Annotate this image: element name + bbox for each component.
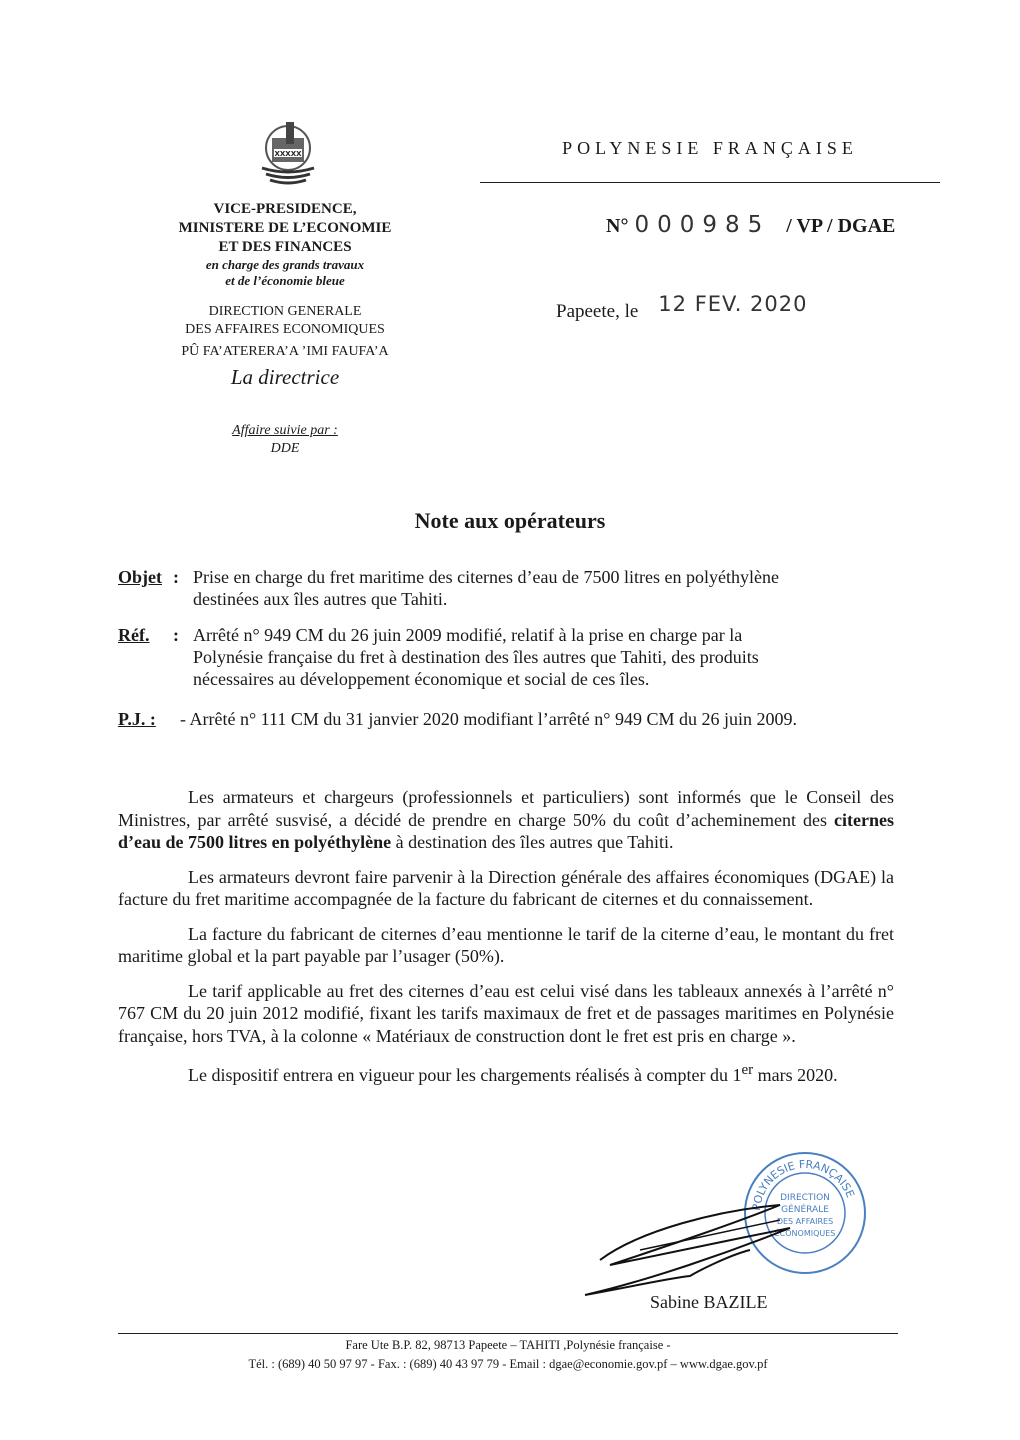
- affaire-block: [200, 422, 370, 458]
- footer-address: Fare Ute B.P. 82, 98713 Papeete – TAHITI ,Polynésie française -: [345, 1338, 671, 1352]
- pj-row: [118, 708, 908, 732]
- p1-text-b: à destination des îles autres que Tahiti.: [391, 832, 674, 852]
- directrice-label: La directrice: [230, 365, 340, 389]
- pj-key: P.J. :: [118, 709, 156, 729]
- date-stamp: 12 FEV. 2020: [658, 292, 808, 316]
- country-title: POLYNESIE FRANÇAISE: [562, 138, 858, 158]
- charge-line-2: et de l’économie bleue: [225, 273, 345, 288]
- footer-divider: [118, 1333, 898, 1334]
- charge-line-1: en charge des grands travaux: [205, 257, 365, 272]
- pj-line-1: - Arrêté n° 111 CM du 31 janvier 2020 modifiant l’arrêté n° 949 CM du 26 juin 2009.: [180, 709, 797, 729]
- ref-row: [118, 624, 898, 694]
- objet-key: Objet: [118, 567, 162, 587]
- affaire-value: DDE: [270, 441, 300, 456]
- paragraph-2: Les armateurs devront faire parvenir à la Direction générale des affaires économiques (DGAE) la facture du fret maritime accompagnée de la facture du fabricant de citernes et du connaissement.: [118, 866, 894, 909]
- paragraph-5: [118, 1059, 894, 1087]
- p1-text-a: Les armateurs et chargeurs (professionnels et particuliers) sont informés que le Conseil des Ministres, par arrêté susvisé, a décidé de prendre en charge 50% du coût d’acheminement des: [118, 787, 894, 830]
- p5-text-a: Le dispositif entrera en vigueur pour les chargements réalisés à compter du 1: [188, 1065, 742, 1085]
- stamp-line-4: ÉCONOMIQUES: [774, 1229, 836, 1238]
- ministry-line-2: MINISTERE DE L’ECONOMIE: [178, 220, 392, 236]
- objet-colon: :: [173, 567, 179, 587]
- place-date: [556, 292, 808, 323]
- stamp-line-1: DIRECTION: [780, 1193, 830, 1203]
- number-prefix: N°: [606, 215, 629, 237]
- ref-colon: :: [173, 625, 179, 645]
- stamp-line-3: DES AFFAIRES: [776, 1217, 834, 1226]
- stamp-line-2: GÉNÉRALE: [781, 1205, 829, 1215]
- direction-line-2: DES AFFAIRES ECONOMIQUES: [185, 322, 385, 337]
- ref-line-3: nécessaires au développement économique et social de ces îles.: [193, 669, 650, 689]
- paragraph-3: La facture du fabricant de citernes d’eau mentionne le tarif de la citerne d’eau, le montant du fret maritime global et la part payable par l’usager (50%).: [118, 923, 894, 966]
- paragraph-4: Le tarif applicable au fret des citernes d’eau est celui visé dans les tableaux annexés à l’arrêté n° 767 CM du 20 juin 2012 modifié, fixant les tarifs maximaux de fret et de passages maritimes en Polynésie française, hors TVA, à la colonne « Matériaux de construction dont le fret est pris en charge ».: [118, 980, 894, 1046]
- stamp-ring-text: POLYNESIE FRANÇAISE: [749, 1157, 857, 1212]
- place-label: Papeete, le: [556, 301, 639, 322]
- ref-value: [193, 624, 893, 690]
- paragraph-1: [118, 786, 894, 854]
- p5-sup: er: [741, 1062, 754, 1078]
- ministry-line-1: VICE-PRESIDENCE,: [213, 201, 357, 217]
- objet-line-1: Prise en charge du fret maritime des citernes d’eau de 7500 litres en polyéthylène: [193, 567, 779, 587]
- ref-line-1: Arrêté n° 949 CM du 26 juin 2009 modifié, relatif à la prise en charge par la: [193, 625, 743, 645]
- svg-text:XXXXX: XXXXX: [274, 150, 302, 158]
- handwritten-signature: [580, 1190, 810, 1300]
- direction-line-1: DIRECTION GENERALE: [208, 304, 362, 319]
- ministry-line-3: ET DES FINANCES: [218, 239, 352, 255]
- ref-key: Réf.: [118, 625, 150, 645]
- affaire-label: Affaire suivie par :: [232, 423, 338, 438]
- objet-value: [193, 566, 893, 610]
- number-value: 000985: [634, 212, 771, 238]
- number-suffix: / VP / DGAE: [786, 215, 896, 237]
- issuer-block: [150, 200, 420, 390]
- objet-row: [118, 566, 898, 614]
- polynesia-emblem-icon: [252, 118, 324, 190]
- ref-line-2: Polynésie française du fret à destination des îles autres que Tahiti, des produits: [193, 647, 759, 667]
- header-divider: [480, 182, 940, 183]
- footer-contact: Tél. : (689) 40 50 97 97 - Fax. : (689) 40 43 97 79 - Email : dgae@economie.gov.pf – www.dgae.gov.pf: [248, 1357, 768, 1371]
- objet-line-2: destinées aux îles autres que Tahiti.: [193, 589, 448, 609]
- tahitian-name: PÛ FA’ATERERA’A ’IMI FAUFA’A: [181, 344, 389, 359]
- page-title: Note aux opérateurs: [414, 508, 606, 533]
- signer-name: Sabine BAZILE: [650, 1292, 768, 1312]
- note-body: [118, 786, 894, 1087]
- p1-bold: citernes d’eau de 7500 litres en polyéthylène: [118, 809, 894, 852]
- document-number: [606, 212, 895, 238]
- p5-text-b: mars 2020.: [753, 1065, 838, 1085]
